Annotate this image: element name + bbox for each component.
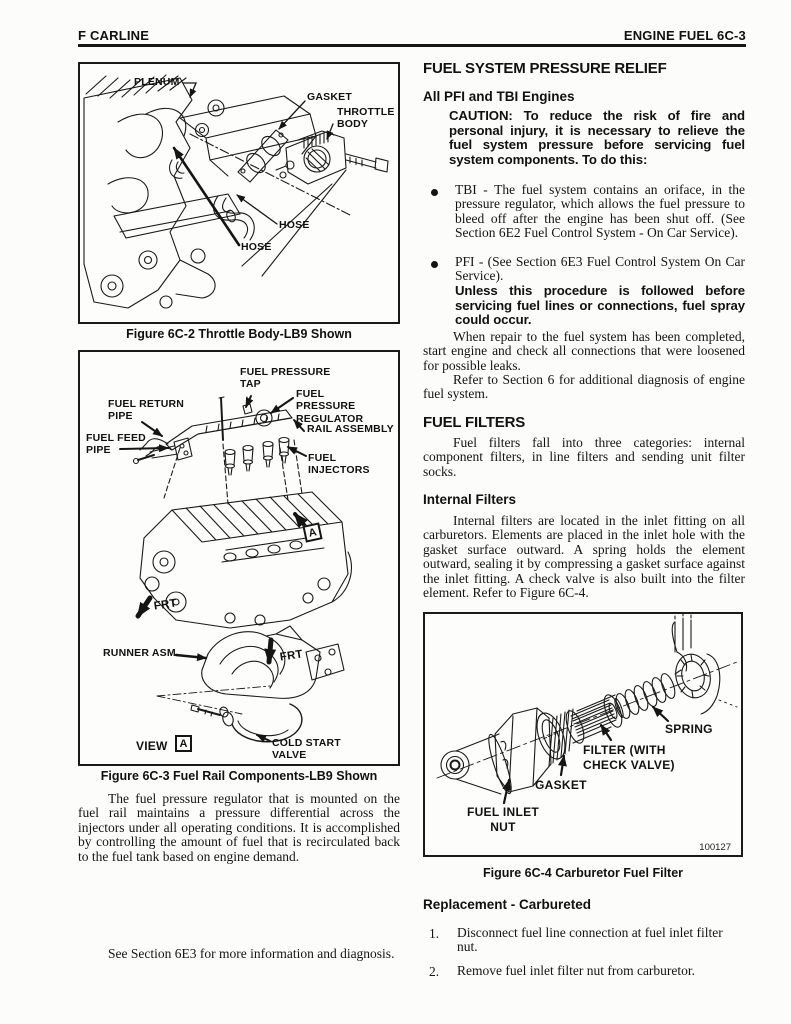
bullet-dot [431,189,438,196]
paragraph-see-section: See Section 6E3 for more information and diagnosis. [108,946,395,961]
figure-6c3-label-rail-assembly: RAIL ASSEMBLY [307,423,394,435]
figure-6c3-label-fuel-return-pipe: FUEL RETURN PIPE [108,398,185,423]
figure-6c3-label-fuel-pressure-regulator: FUEL PRESSURE REGULATOR [296,388,364,425]
figure-6c3-label-frt-2: FRT [279,648,304,664]
bullet-pfi [455,255,745,328]
bullet-dot [431,261,438,268]
figure-6c4-caption: Figure 6C-4 Carburetor Fuel Filter [482,866,684,880]
figure-6c3-view-a-marker: A [302,522,322,542]
paragraph-fuel-filters: Fuel filters fall into three categories: internal component filters, in line filters and sending unit filter socks. [423,435,745,479]
figure-6c2-label-gasket: GASKET [307,91,352,103]
figure-6c3 [78,350,400,766]
figure-6c3-caption: Figure 6C-3 Fuel Rail Components-LB9 Shown [100,769,378,783]
bullet-pfi-normal: PFI - (See Section 6E3 Fuel Control System On Car Service). [455,254,745,284]
heading-internal-filters: Internal Filters [423,492,517,507]
heading-fuel-system-pressure-relief: FUEL SYSTEM PRESSURE RELIEF [423,60,667,77]
step-1-text: Disconnect fuel line connection at fuel inlet filter nut. [457,925,723,955]
figure-6c4-label-gasket: GASKET [535,778,587,792]
figure-6c3-label-runner-asm: RUNNER ASM. [103,647,179,659]
figure-6c2 [78,62,400,324]
heading-fuel-filters: FUEL FILTERS [423,414,526,431]
paragraph-fuel-pressure-regulator: The fuel pressure regulator that is mounted on the fuel rail maintains a pressure differential across the injectors under all operating conditions. It is accomplished by controlling the amount of fuel that is recirculated back to the fuel tank based on engine demand. [78,791,400,864]
figure-6c3-label-fuel-injectors: FUEL INJECTORS [308,452,370,477]
figure-6c4-part-number: 100127 [699,842,731,853]
figure-6c2-label-hose-lower: HOSE [241,241,272,253]
step-2-number: 2. [429,964,440,979]
step-1-number: 1. [429,926,440,941]
figure-6c4-label-filter: FILTER (WITH CHECK VALVE) [583,743,675,772]
bullet-pfi-warning: Unless this procedure is followed before servicing fuel lines or connections, fuel spray could occur. [455,282,745,328]
caution-text: CAUTION: To reduce the risk of fire and personal injury, it is necessary to relieve the fuel system pressure before servicing fuel system components. To do this: [449,108,745,167]
header-right: ENGINE FUEL 6C-3 [623,28,746,43]
heading-replacement-carbureted: Replacement - Carbureted [423,897,592,912]
heading-all-pfi-tbi-engines: All PFI and TBI Engines [423,89,575,104]
header-left: F CARLINE [78,28,150,43]
figure-6c4 [423,612,743,857]
figure-6c4-label-spring: SPRING [665,722,713,736]
figure-6c3-label-fuel-pressure-tap: FUEL PRESSURE TAP [240,366,331,391]
paragraph-refer-section-6: Refer to Section 6 for additional diagnosis of engine fuel system. [423,372,745,402]
figure-6c3-label-frt-1: FRT [153,597,178,613]
figure-6c4-label-fuel-inlet-nut: FUEL INLET NUT [466,805,540,834]
figure-6c3-view-a-box: A [175,735,192,752]
step-2-text: Remove fuel inlet filter nut from carburetor. [457,963,696,978]
paragraph-when-repair: When repair to the fuel system has been completed, start engine and check all connections that were loosened for possible leaks. [423,329,745,373]
figure-6c2-caption: Figure 6C-2 Throttle Body-LB9 Shown [126,327,352,341]
figure-6c2-label-throttle-body: THROTTLE BODY [337,106,395,131]
figure-6c2-label-plenum: PLENUM [134,76,180,88]
header-rule [78,44,746,47]
paragraph-internal-filters: Internal filters are located in the inlet fitting on all carburetors. Elements are placed in the inlet hole with the gasket surface outward. A spring holds the element outward, sealing it by compressing a gasket surface against the inlet fitting. A check valve is also built into the filter element. Refer to Figure 6C-4. [423,513,745,601]
figure-6c2-label-hose-upper: HOSE [279,219,310,231]
figure-6c3-label-cold-start-valve: COLD START VALVE [272,737,341,762]
figure-6c3-label-fuel-feed-pipe: FUEL FEED PIPE [86,432,146,457]
figure-6c3-label-view: VIEW [136,739,168,753]
bullet-tbi: TBI - The fuel system contains an oriface, in the pressure regulator, which allows the fuel pressure to bleed off after the engine has been shut off. (See Section 6E2 Fuel Control System - On Car Service). [455,182,745,241]
